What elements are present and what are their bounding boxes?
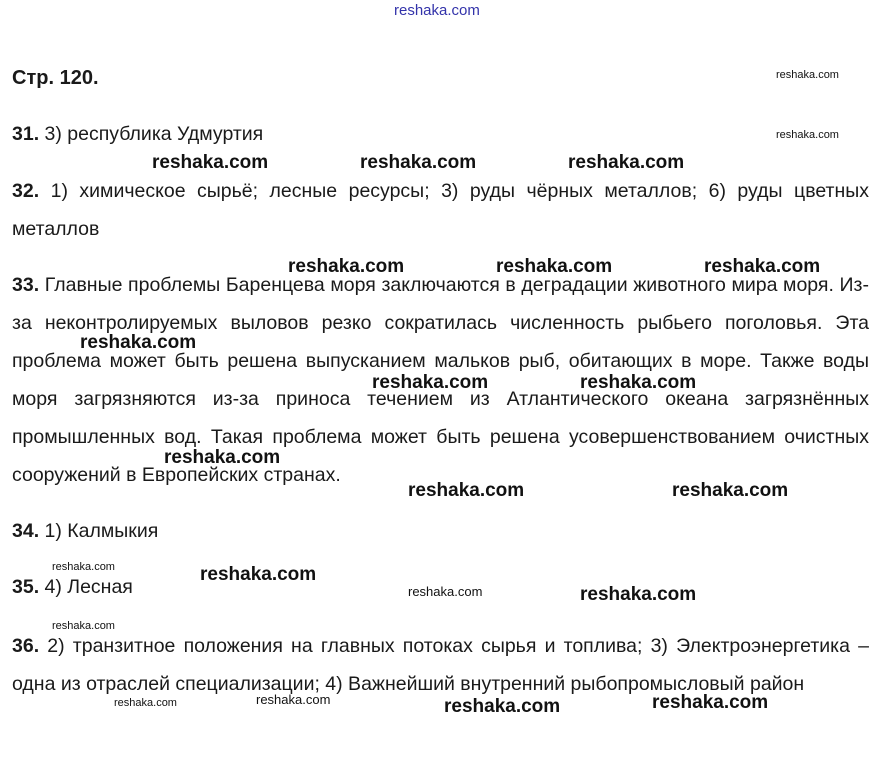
watermark: reshaka.com [52,561,115,573]
page-title: Стр. 120. [12,67,99,89]
watermark: reshaka.com [114,697,177,709]
answer-34 [12,512,869,550]
watermark: reshaka.com [704,256,821,277]
watermark: reshaka.com [288,256,405,277]
answer-31 [12,115,869,153]
answer-number: 34. [12,520,40,542]
watermark: reshaka.com [580,584,697,605]
answer-text: 4) Лесная [44,576,133,598]
answer-text: 2) транзитное положения на главных потоках сырья и топлива; 3) Электроэнергетика – одна из отраслей специализации; 4) Важнейший внутренний рыбопромысловый район [12,635,869,695]
watermark: reshaka.com [372,372,489,393]
answer-text: 3) республика Удмуртия [44,123,264,145]
site-header-link[interactable]: reshaka.com [394,2,480,19]
answer-number: 33. [12,274,40,296]
watermark: reshaka.com [52,620,115,632]
answer-text: 1) Калмыкия [44,520,159,542]
watermark: reshaka.com [672,480,789,501]
watermark: reshaka.com [652,692,769,713]
watermark: reshaka.com [580,372,697,393]
answer-text: 1) химическое сырьё; лесные ресурсы; 3) руды чёрных металлов; 6) руды цветных металлов [12,180,869,240]
watermark: reshaka.com [776,129,839,141]
watermark: reshaka.com [256,692,331,707]
watermark: reshaka.com [200,564,317,585]
answer-number: 36. [12,635,40,657]
watermark: reshaka.com [444,696,561,717]
watermark: reshaka.com [776,69,839,81]
answer-number: 31. [12,123,40,145]
watermark: reshaka.com [408,480,525,501]
watermark: reshaka.com [164,447,281,468]
watermark: reshaka.com [496,256,613,277]
answer-text: Главные проблемы Баренцева моря заключаются в деградации животного мира моря. Из-за неконтролируемых выловов резко сократилась численность рыбьего поголовья. Эта проблема может быть решена выпусканием мальков рыб, обитающих в море. Также воды моря загрязняются из-за приноса течением из Атлантического океана загрязнённых промышленных вод. Такая проблема может быть решена усовершенствованием очистных сооружений в Европейских странах. [12,274,869,486]
answer-32 [12,172,869,248]
watermark: reshaka.com [568,152,685,173]
watermark: reshaka.com [408,584,483,599]
watermark: reshaka.com [152,152,269,173]
watermark: reshaka.com [360,152,477,173]
answer-number: 35. [12,576,40,598]
answer-number: 32. [12,180,40,202]
watermark: reshaka.com [80,332,197,353]
